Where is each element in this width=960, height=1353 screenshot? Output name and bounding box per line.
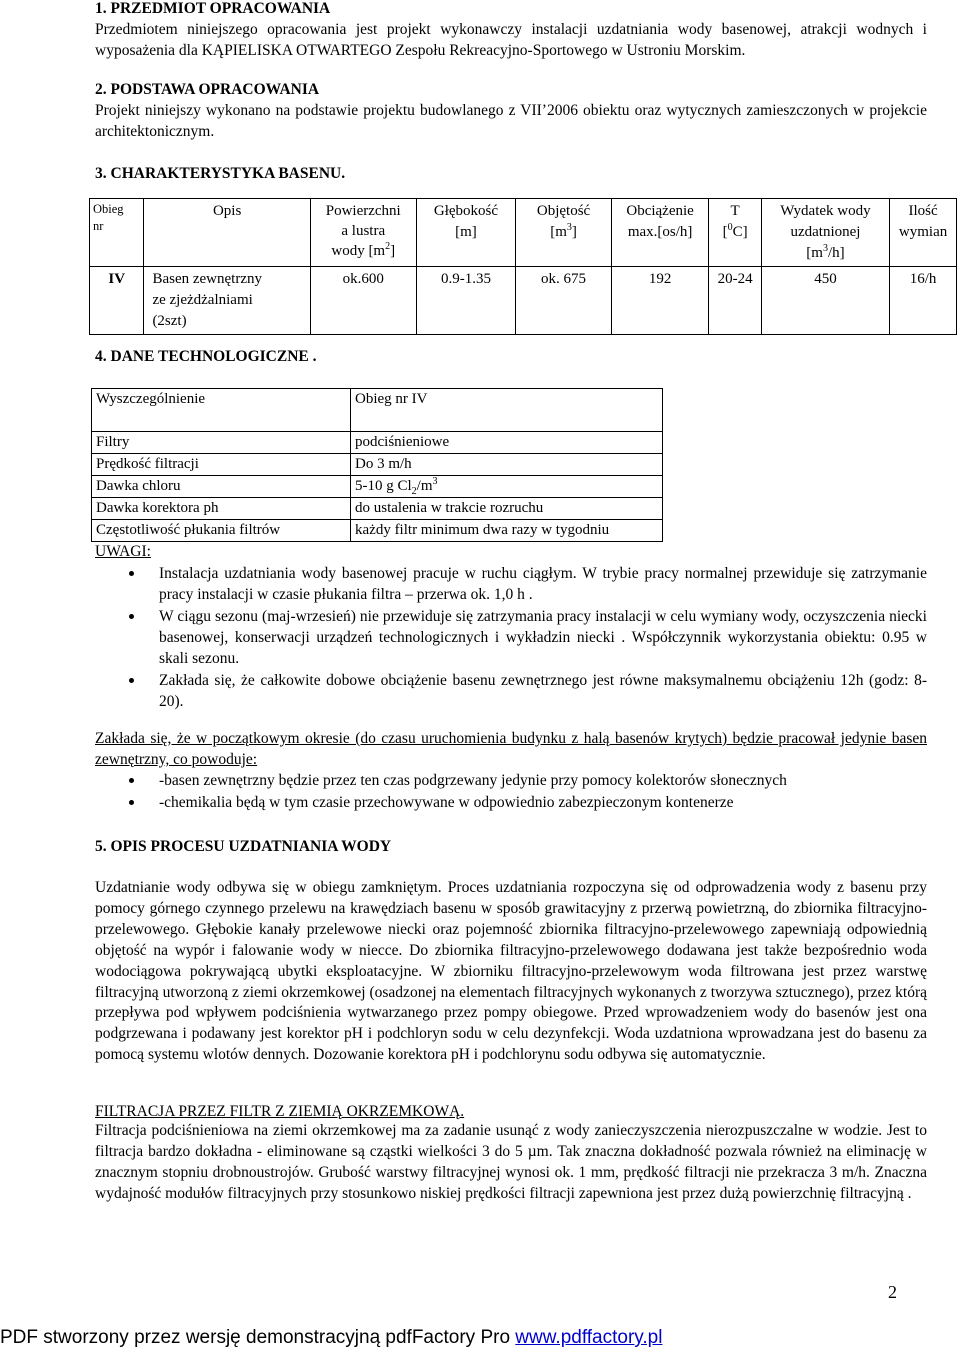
filtration-heading: FILTRACJA PRZEZ FILTR Z ZIEMIĄ OKRZEMKOWĄ. bbox=[95, 1103, 465, 1120]
footer-link[interactable]: www.pdffactory.pl bbox=[515, 1327, 663, 1348]
section-3-title: 3. CHARAKTERYSTYKA BASENU. bbox=[95, 165, 346, 182]
list-item: -basen zewnętrzny będzie przez ten czas podgrzewany jedynie przy pomocy kolektorów słonecznych bbox=[95, 770, 927, 792]
section-2-title: 2. PODSTAWA OPRACOWANIA bbox=[95, 81, 320, 98]
header-opis: Opis bbox=[144, 199, 310, 267]
table-row bbox=[92, 432, 663, 454]
row-value: do ustalenia w trakcie rozruchu bbox=[351, 498, 663, 520]
list-item: -chemikalia będą w tym czasie przechowywane w odpowiednio zabezpieczonym kontenerze bbox=[95, 792, 927, 814]
note-paragraph: Zakłada się, że w początkowym okresie (do czasu uruchomienia budynku z halą basenów krytych) będzie pracował jedynie basen zewnętrzny, co powoduje: bbox=[95, 730, 927, 768]
section-4-title: 4. DANE TECHNOLOGICZNE . bbox=[95, 348, 317, 365]
row-key: Dawka korektora ph bbox=[92, 498, 351, 520]
cell-obciazenie: 192 bbox=[611, 267, 709, 335]
header-glebokosc: Głębokość [m] bbox=[416, 199, 516, 267]
table-row bbox=[92, 498, 663, 520]
row-value: 5-10 g $Cl_2/m^3$ bbox=[351, 476, 663, 498]
row-key: Dawka chloru bbox=[92, 476, 351, 498]
table-header-row bbox=[92, 389, 663, 432]
header-temperatura: T [$^0$C] bbox=[709, 199, 761, 267]
header-wydatek: Wydatek wody uzdatnionej $[m^3/h]$ bbox=[761, 199, 889, 267]
uwagi-list bbox=[95, 563, 927, 712]
header-ilosc-wymian: Ilość wymian bbox=[890, 199, 957, 267]
row-key: Prędkość filtracji bbox=[92, 454, 351, 476]
list-item: Zakłada się, że całkowite dobowe obciążenie basenu zewnętrznego jest równe maksymalnemu obciążeniu 12h (godz: 8-20). bbox=[95, 670, 927, 712]
cell-objetosc: ok. 675 bbox=[516, 267, 612, 335]
section-5-text: Uzdatnianie wody odbywa się w obiegu zamkniętym. Proces uzdatniania rozpoczyna się od odprowadzenia wody z basenu przy pomocy górnego czynnego przelewu na krawędziach basenu w sposób grawitacyjny z przerwą powietrzną, do zbiornika filtracyjno-przelewowego. Głębokie kanały przelewowe niecki oraz pojemność zbiornika filtracyjno-przelewowego zapewniają odpowiednią objętość na wypór i falowanie wody w niecce. Do zbiornika filtracyjno-przelewowego dodawana jest także bezpośrednio woda wodociągowa pokrywającą ubytki eksploatacyjne. W zbiorniku filtracyjno-przelewowym woda filtrowana jest przez warstwę filtracyjną utworzoną z ziemi okrzemkowej (osadzonej na elementach filtracyjnych wykonanych z tworzywa sztucznego), przez którą przepływa pod wpływem podciśnienia wytwarzanego przez pompy obiegowe. Przed wprowadzeniem wody do basenów jest ona podgrzewana i podawany jest korektor pH i podchloryn sodu w celu dezynfekcji. Woda uzdatniona wprowadzana jest do basenu za pomocą systemu wlotów dennych. Dozowanie korektora pH i podchlorynu sodu odbywa się automatycznie. bbox=[95, 879, 927, 1064]
header-objetosc: Objętość $[m^3]$ bbox=[516, 199, 612, 267]
table-row bbox=[92, 520, 663, 542]
header-obieg: Obieg nr IV bbox=[351, 389, 663, 432]
table-row bbox=[92, 454, 663, 476]
list-item: W ciągu sezonu (maj-wrzesień) nie przewiduje się zatrzymania pracy instalacji w celu wymiany wody, oczyszczenia niecki basenowej, konserwacji urządzeń technologicznych i wykładzin niecki . Współczynnik wykorzystania obiektu: 0.95 w skali sezonu. bbox=[95, 606, 927, 669]
list-item: Instalacja uzdatniania wody basenowej pracuje w ruchu ciągłym. W trybie pracy normalnej przewiduje się zatrzymanie pracy instalacji w czasie płukania filtra – przerwa ok. 1,0 h . bbox=[95, 563, 927, 605]
header-wyszczegolnienie: Wyszczególnienie bbox=[92, 389, 351, 432]
header-powierzchnia: Powierzchni a lustra wody $[m^2]$ bbox=[310, 199, 416, 267]
row-key: Częstotliwość płukania filtrów bbox=[92, 520, 351, 542]
uwagi-heading: UWAGI: bbox=[95, 543, 151, 560]
technological-data-table bbox=[91, 388, 663, 542]
table-row bbox=[92, 476, 663, 498]
section-1-text: Przedmiotem niniejszego opracowania jest projekt wykonawczy instalacji uzdatniania wody basenowej, atrakcji wodnych i wyposażenia dla KĄPIELISKA OTWARTEGO Zespołu Rekreacyjno-Sportowego w Ustroniu Morskim. bbox=[95, 21, 927, 59]
cell-temperatura: 20-24 bbox=[709, 267, 761, 335]
header-obciazenie: Obciążenie max.[os/h] bbox=[611, 199, 709, 267]
note-list bbox=[95, 770, 927, 814]
header-obieg: Obieg nr bbox=[90, 199, 144, 267]
filtration-text: Filtracja podciśnieniowa na ziemi okrzemkowej ma za zadanie usunąć z wody zanieczyszczenia nierozpuszczalne w wodzie. Jest to filtracja bardzo dokładna - eliminowane są cząstki wielkości 3 do 5 µm. Tak znaczna dokładność pozwala również na eliminację w znacznym stopniu drobnoustrojów. Grubość warstwy filtracyjnej wynosi ok. 1 mm, prędkość filtracji nie przekracza 3 m/h. Znaczna wydajność modułów filtracyjnych przy stosunkowo niskiej prędkości filtracji zapewniona jest przez dużą powierzchnię filtracyjną . bbox=[95, 1122, 927, 1202]
page-number: 2 bbox=[888, 1282, 897, 1302]
pdf-footer bbox=[0, 1327, 662, 1349]
section-2-text: Projekt niniejszy wykonano na podstawie projektu budowlanego z VII’2006 obiektu oraz wytycznych zamieszczonych w projekcie architektonicznym. bbox=[95, 102, 927, 140]
basin-characteristics-table bbox=[89, 198, 957, 335]
cell-powierzchnia: ok.600 bbox=[310, 267, 416, 335]
cell-obieg: IV bbox=[90, 267, 144, 335]
row-value: każdy filtr minimum dwa razy w tygodniu bbox=[351, 520, 663, 542]
cell-wydatek: 450 bbox=[761, 267, 889, 335]
row-key: Filtry bbox=[92, 432, 351, 454]
cell-glebokosc: 0.9-1.35 bbox=[416, 267, 516, 335]
section-5-title: 5. OPIS PROCESU UZDATNIANIA WODY bbox=[95, 838, 392, 855]
row-value: Do 3 m/h bbox=[351, 454, 663, 476]
footer-text: PDF stworzony przez wersję demonstracyjną pdfFactory Pro bbox=[0, 1327, 516, 1348]
cell-opis: Basen zewnętrzny ze zjeżdżalniami (2szt) bbox=[144, 267, 310, 335]
row-value: podciśnieniowe bbox=[351, 432, 663, 454]
table-header-row bbox=[90, 199, 957, 267]
table-row bbox=[90, 267, 957, 335]
cell-ilosc: 16/h bbox=[890, 267, 957, 335]
section-1-title: 1. PRZEDMIOT OPRACOWANIA bbox=[95, 0, 331, 17]
